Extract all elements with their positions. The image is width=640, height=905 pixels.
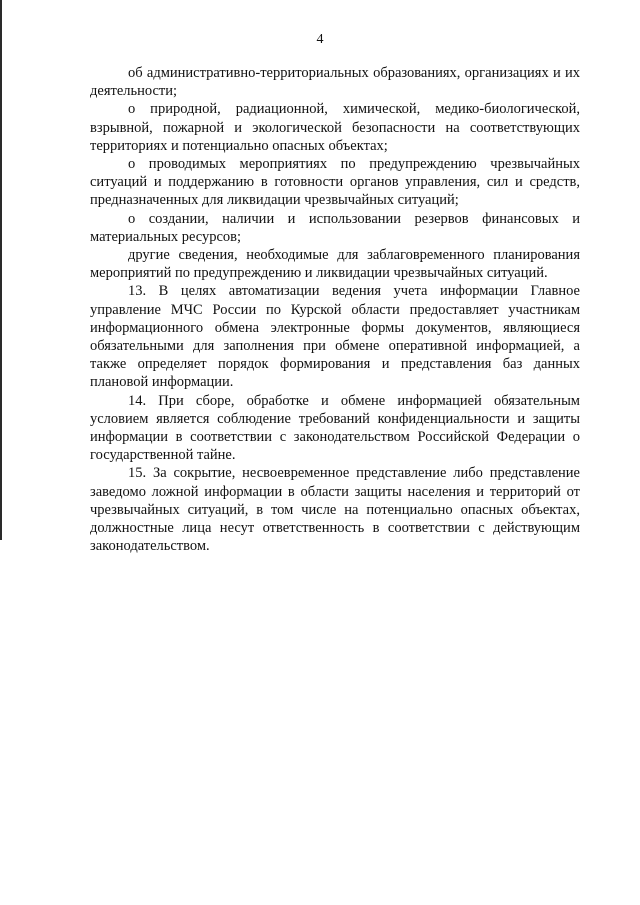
paragraph-prevention-measures: о проводимых мероприятиях по предупреждению чрезвычайных ситуаций и поддержанию в готовности органов управления, сил и средств, предназначенных для ликвидации чрезвычайных ситуаций; [90,156,580,209]
paragraph-item-14: 14. При сборе, обработке и обмене информацией обязательным условием является соблюдение требований конфиденциальности и защиты информации в соответствии с законодательством Российской Федерации о государственной тайне. [90,392,580,464]
paragraph-reserves: о создании, наличии и использовании резервов финансовых и материальных ресурсов; [90,210,580,245]
scan-edge-line [0,0,2,540]
paragraph-item-15: 15. За сокрытие, несвоевременное представление либо представление заведомо ложной информации в области защиты населения и территорий от чрезвычайных ситуаций, в том числе на потенциально опасных объектах, должностные лица несут ответственность в соответствии с действующим законодательством. [90,465,580,555]
document-body [90,64,580,555]
paragraph-other-info: другие сведения, необходимые для заблаговременного планирования мероприятий по предупреждению и ликвидации чрезвычайных ситуаций. [90,247,580,282]
paragraph-admin-territorial: об административно-территориальных образованиях, организациях и их деятельности; [90,65,580,100]
paragraph-safety: о природной, радиационной, химической, медико-биологической, взрывной, пожарной и экологической безопасности на соответствующих территориях и потенциально опасных объектах; [90,101,580,154]
page-number: 4 [316,32,324,47]
paragraph-item-13: 13. В целях автоматизации ведения учета информации Главное управление МЧС России по Курской области предоставляет участникам информационного обмена электронные формы документов, являющиеся обязательными для заполнения при обмене оперативной информацией, а также определяет порядок формирования и представления баз данных плановой информации. [90,283,580,391]
